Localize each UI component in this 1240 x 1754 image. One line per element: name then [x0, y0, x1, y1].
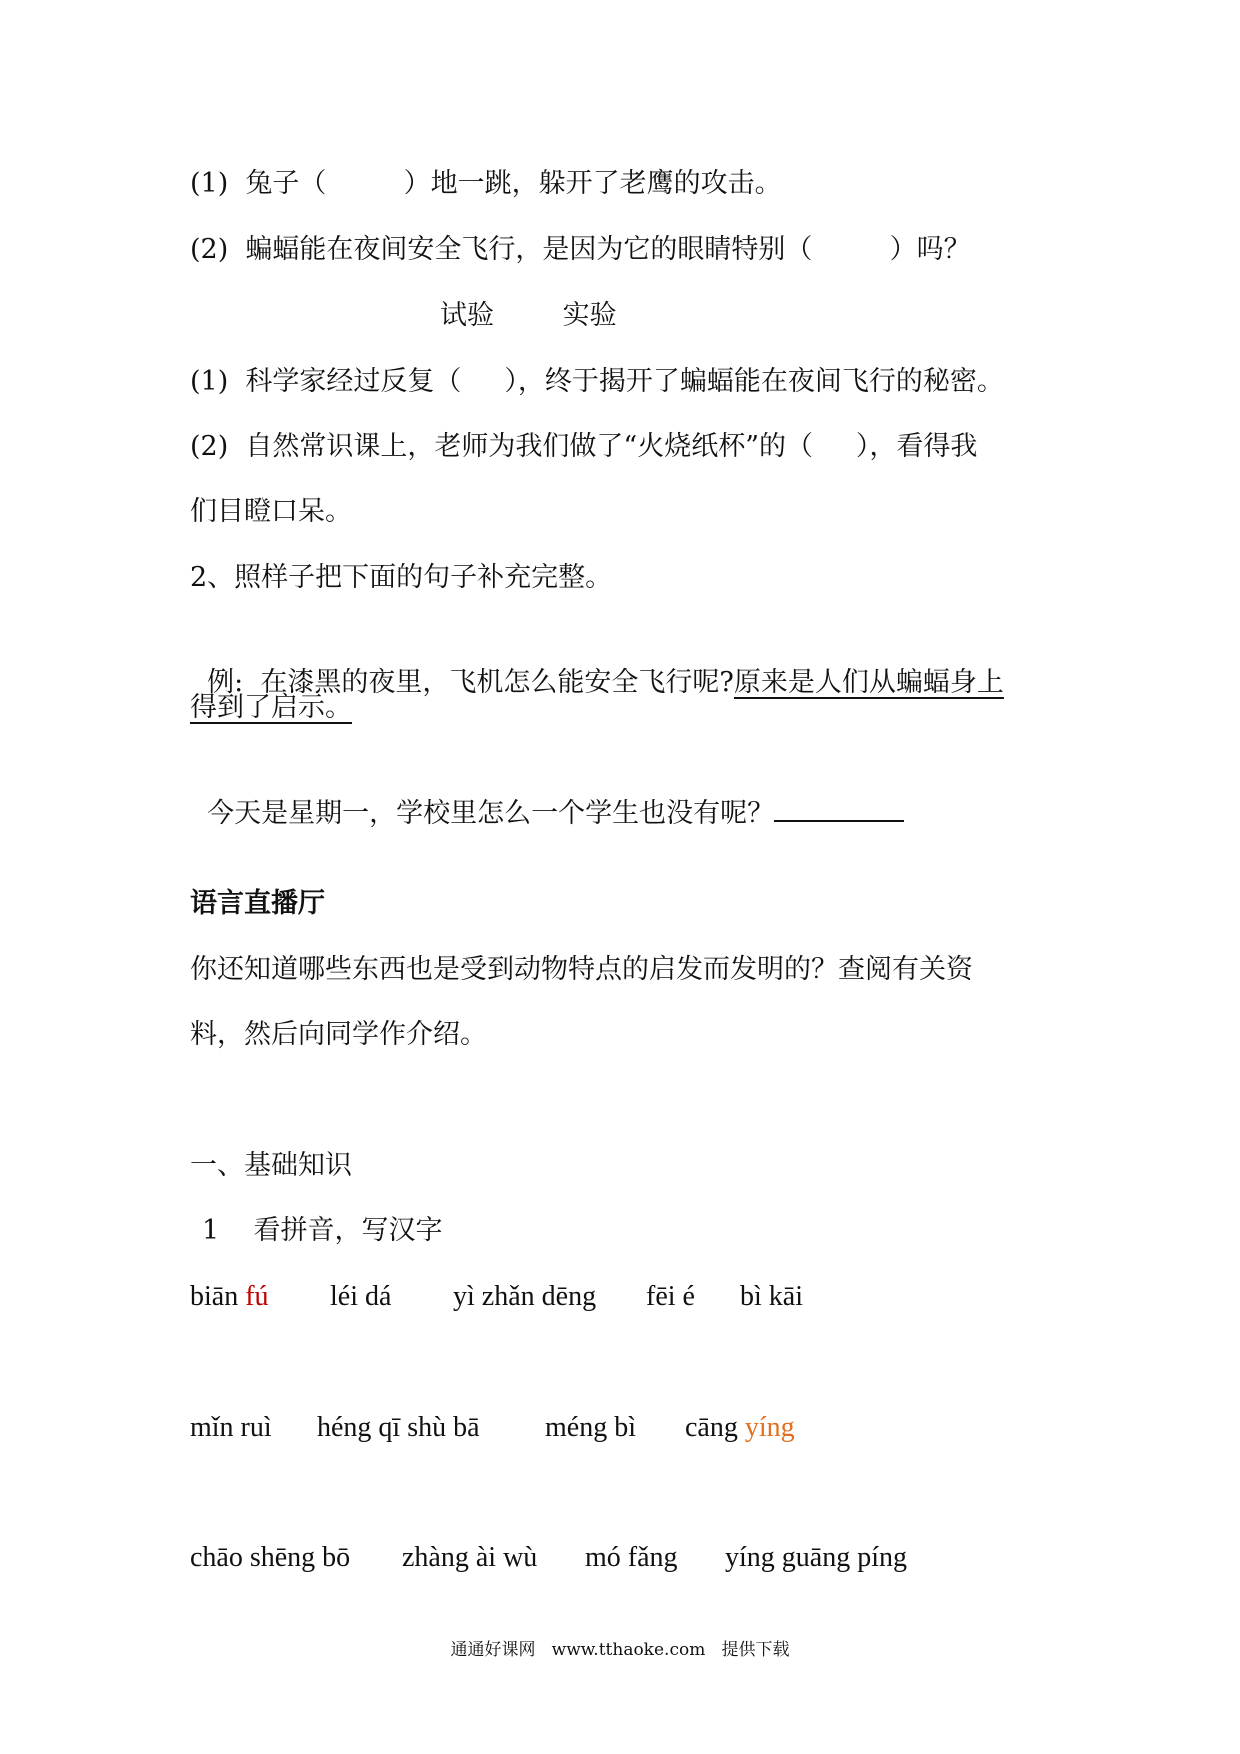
- pinyin-item: zhàng ài wù: [402, 1542, 538, 1573]
- pinyin-item: mǐn ruì: [190, 1412, 272, 1443]
- basics-subtitle: 1 看拼音，写汉字: [202, 1215, 443, 1246]
- q1-b2-continued: 们目瞪口呆。: [190, 496, 352, 527]
- pinyin-item: fēi é: [646, 1281, 695, 1312]
- q1-b2: (2) 自然常识课上，老师为我们做了“火烧纸杯”的（ ），看得我: [190, 431, 978, 462]
- q2-example-answer-1: 原来是人们从蝙蝠身上: [733, 667, 1004, 698]
- pinyin-item: bì kāi: [740, 1281, 803, 1312]
- language-hall-text-2: 料，然后向同学作介绍。: [190, 1019, 487, 1050]
- q2-question-text: 今天是星期一，学校里怎么一个学生也没有呢？: [207, 798, 775, 829]
- language-hall-text-1: 你还知道哪些东西也是受到动物特点的启发而发明的？查阅有关资: [190, 954, 973, 985]
- q1-b1: (1) 科学家经过反复（ ），终于揭开了蝙蝠能在夜间飞行的秘密。: [190, 366, 1004, 397]
- pinyin-item: yì zhǎn dēng: [453, 1281, 597, 1312]
- q2-example-prefix: 例: 在漆黑的夜里，飞机怎么能安全飞行呢?: [207, 667, 734, 698]
- pinyin-item: mó fǎng: [585, 1542, 678, 1573]
- pinyin-item: héng qī shù bā: [317, 1412, 480, 1443]
- pinyin-syllable: cāng: [685, 1412, 745, 1443]
- q2-title: 2、照样子把下面的句子补充完整。: [190, 562, 613, 593]
- language-hall-title: 语言直播厅: [190, 888, 325, 919]
- q1-a2: (2) 蝙蝠能在夜间安全飞行，是因为它的眼睛特别（ ）吗？: [190, 234, 971, 265]
- q2-example-answer-2: 得到了启示。: [190, 692, 352, 723]
- pinyin-syllable: biān: [190, 1281, 246, 1312]
- q1-a1: (1) 兔子（ ）地一跳，躲开了老鹰的攻击。: [190, 168, 782, 199]
- answer-blank: [774, 798, 904, 822]
- pinyin-highlight-orange: yíng: [744, 1412, 795, 1443]
- q1-word-choices: 试验 实验: [440, 300, 617, 331]
- pinyin-item: [685, 1408, 795, 1448]
- pinyin-item: léi dá: [330, 1281, 392, 1312]
- basics-title: 一、基础知识: [190, 1150, 352, 1181]
- pinyin-item: [190, 1277, 269, 1317]
- pinyin-highlight-red: fú: [245, 1281, 269, 1312]
- q2-question: [190, 754, 904, 834]
- page-footer: 通通好课网 www.tthaoke.com 提供下载: [450, 1640, 790, 1660]
- pinyin-item: chāo shēng bō: [190, 1542, 351, 1573]
- pinyin-item: méng bì: [545, 1412, 636, 1443]
- pinyin-item: yíng guāng píng: [725, 1542, 907, 1573]
